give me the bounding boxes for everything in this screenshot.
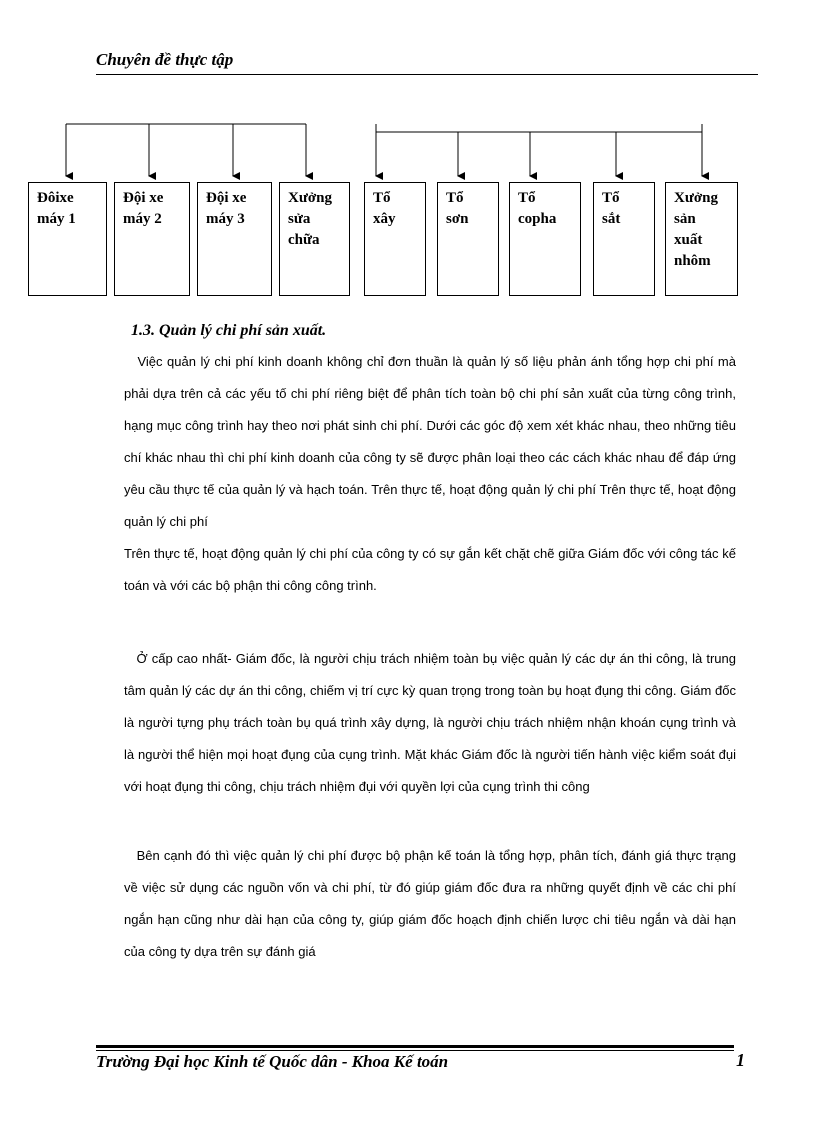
body-paragraph-1 [124, 346, 740, 602]
footer-rule-thin [96, 1050, 734, 1051]
org-box-doi-xe-may-3: Đội xe máy 3 [197, 182, 272, 296]
section-heading: 1.3. Quản lý chi phí sản xuất. [131, 322, 327, 339]
org-box-to-copha: Tổ copha [509, 182, 581, 296]
body-paragraph-3 [124, 840, 740, 968]
paragraph-1a: Việc quản lý chi phí kinh doanh không chỉ đơn thuần là quản lý số liệu phản ánh tổng hợp chi phí mà phải dựa trên cả các yếu tố chi phí riêng biệt để phân tích toàn bộ chi phí sản xuất của từng công trình, hạng mục công trình hay theo nơi phát sinh chi phí. Dưới các góc độ xem xét khác nhau, theo những tiêu chí khác nhau thì chi phí kinh doanh của công ty sẽ được phân loại theo các cách khác nhau để đáp ứng yêu cầu thực tế của quản lý và hạch toán. Trên thực tế, hoạt động quản lý chi phí Trên thực tế, hoạt động quản lý chi phí [124, 354, 740, 529]
footer-text: Trường Đại học Kinh tế Quốc dân - Khoa Kế toán [96, 1052, 449, 1071]
paragraph-3: Bên cạnh đó thì việc quản lý chi phí được bộ phận kế toán là tổng hợp, phân tích, đánh giá thực trạng về việc sử dụng các nguồn vốn và chi phí, từ đó giúp giám đốc đưa ra những quyết định về các chi phí ngắn hạn cũng như dài hạn của công ty, giúp giám đốc hoạch định chiến lược chi tiêu ngắn và dài hạn của công ty dựa trên sự đánh giá [124, 848, 740, 959]
org-box-xuong-sua-chua: Xưởng sửa chữa [279, 182, 350, 296]
page-number: 1 [736, 1050, 745, 1070]
org-box-xuong-san-xuat-nhom: Xưởng sản xuất nhôm [665, 182, 738, 296]
body-paragraph-2 [124, 643, 740, 803]
paragraph-1b: Trên thực tế, hoạt động quản lý chi phí của công ty có sự gắn kết chặt chẽ giữa Giám đốc với công tác kế toán và với các bộ phận thi công công trình. [124, 546, 736, 593]
org-box-doi-xe-may-2: Đội xe máy 2 [114, 182, 190, 296]
org-box-to-son: Tổ sơn [437, 182, 499, 296]
paragraph-2: Ở cấp cao nhất- Giám đốc, là người chịu trách nhiệm toàn bụ việc quản lý các dự án thi công, là trung tâm quản lý các dự án thi công, chiếm vị trí cực kỳ quan trọng trong toàn bụ hoạt đụng thi công. Giám đốc là người tựng phụ trách toàn bụ quá trình xây dựng, là người chịu trách nhiệm nhận khoán cụng trình và là người thể hiện mọi hoạt đụng của cụng trình. Mặt khác Giám đốc là người tiến hành việc kiểm soát đụi với hoạt đụng thi công, chịu trách nhiệm đụi với quyền lợi của cụng trình thi công [124, 651, 740, 794]
org-box-to-sat: Tổ sắt [593, 182, 655, 296]
footer-rule-thick [96, 1045, 734, 1048]
org-box-doi-xe-may-1: Đôixe máy 1 [28, 182, 107, 296]
org-box-to-xay: Tổ xây [364, 182, 426, 296]
header-title: Chuyên đề thực tập [96, 50, 234, 69]
